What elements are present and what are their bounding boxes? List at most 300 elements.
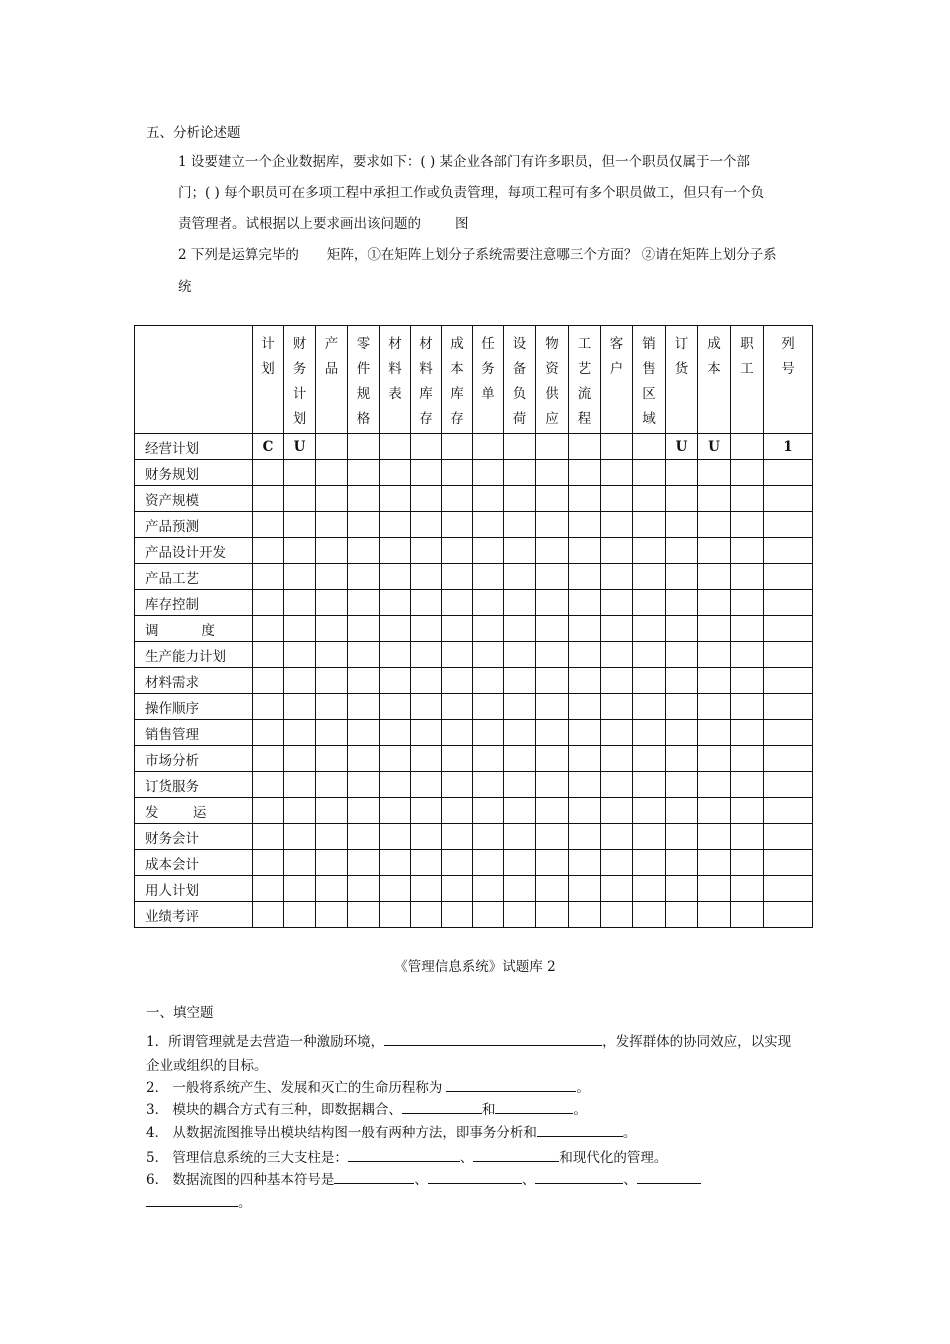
matrix-cell	[316, 798, 348, 824]
matrix-cell	[348, 876, 380, 902]
matrix-cell	[601, 824, 633, 850]
matrix-cell	[731, 798, 764, 824]
fill-question-1-line-1	[146, 1030, 791, 1050]
matrix-cell	[411, 876, 442, 902]
question-1-line-3-text: 责管理者。试根据以上要求画出该问题的	[178, 216, 421, 232]
fill-question-6-line-1	[146, 1168, 701, 1188]
matrix-cell	[633, 486, 666, 512]
matrix-cell	[666, 746, 698, 772]
matrix-cell	[442, 668, 473, 694]
matrix-column-label: 列号	[781, 336, 795, 377]
matrix-cell	[442, 512, 473, 538]
matrix-cell	[316, 850, 348, 876]
matrix-cell	[316, 876, 348, 902]
question-1-line-1: 1 设要建立一个企业数据库，要求如下：( ) 某企业各部门有许多职员，但一个职员仅属于一个部	[178, 154, 750, 170]
matrix-cell	[380, 460, 411, 486]
matrix-column-label: 设备负荷	[512, 336, 527, 427]
matrix-cell	[442, 746, 473, 772]
matrix-row-label: 资产规模	[135, 486, 253, 512]
matrix-cell	[253, 798, 284, 824]
matrix-cell	[764, 460, 813, 486]
matrix-cell	[348, 538, 380, 564]
matrix-cell	[633, 694, 666, 720]
matrix-cell	[473, 720, 504, 746]
matrix-cell	[731, 876, 764, 902]
matrix-cell	[316, 616, 348, 642]
matrix-cell	[411, 512, 442, 538]
matrix-cell	[764, 798, 813, 824]
matrix-row	[135, 512, 813, 538]
matrix-column-label: 物资供应	[545, 336, 559, 427]
matrix-cell	[569, 460, 601, 486]
matrix-cell	[411, 772, 442, 798]
matrix-column-header	[284, 326, 316, 434]
matrix-cell	[411, 460, 442, 486]
matrix-cell	[666, 642, 698, 668]
matrix-cell	[764, 486, 813, 512]
matrix-cell	[442, 850, 473, 876]
matrix-cell	[473, 538, 504, 564]
matrix-cell	[284, 460, 316, 486]
matrix-cell	[411, 486, 442, 512]
matrix-cell	[666, 850, 698, 876]
matrix-row	[135, 486, 813, 512]
matrix-cell	[536, 746, 569, 772]
matrix-cell	[316, 486, 348, 512]
matrix-cell	[411, 642, 442, 668]
matrix-cell	[380, 486, 411, 512]
matrix-cell	[284, 824, 316, 850]
fill-q3-blank-1[interactable]	[402, 1099, 482, 1114]
fill-q2-blank[interactable]	[446, 1077, 576, 1092]
matrix-cell	[380, 538, 411, 564]
matrix-cell	[764, 876, 813, 902]
matrix-cell	[536, 486, 569, 512]
matrix-cell	[601, 668, 633, 694]
matrix-cell	[348, 460, 380, 486]
matrix-cell	[380, 694, 411, 720]
fill-question-5	[146, 1146, 667, 1166]
question-2-line-1-a: 2 下列是运算完毕的	[178, 247, 299, 263]
matrix-cell	[536, 616, 569, 642]
matrix-cell	[601, 798, 633, 824]
matrix-cell	[536, 694, 569, 720]
matrix-cell	[569, 642, 601, 668]
matrix-row-label: 产品预测	[135, 512, 253, 538]
matrix-cell	[253, 694, 284, 720]
matrix-cell	[764, 772, 813, 798]
matrix-cell	[253, 616, 284, 642]
matrix-cell	[442, 798, 473, 824]
fill-q5-blank-1[interactable]	[348, 1147, 460, 1162]
matrix-cell	[411, 668, 442, 694]
fill-q3-blank-2[interactable]	[495, 1099, 573, 1114]
fill-q1-text-a: 1．所谓管理就是去营造一种激励环境，	[146, 1034, 385, 1050]
matrix-cell	[504, 876, 536, 902]
matrix-cell	[601, 876, 633, 902]
matrix-row	[135, 642, 813, 668]
matrix-row	[135, 824, 813, 850]
matrix-cell	[253, 512, 284, 538]
matrix-row-label: 销售管理	[135, 720, 253, 746]
matrix-cell	[698, 642, 731, 668]
matrix-column-header	[316, 326, 348, 434]
matrix-cell	[348, 616, 380, 642]
matrix-cell	[666, 512, 698, 538]
matrix-cell	[284, 512, 316, 538]
question-2-line-1	[178, 243, 777, 263]
matrix-cell	[316, 434, 348, 460]
matrix-cell	[380, 798, 411, 824]
matrix-cell	[473, 434, 504, 460]
matrix-column-label: 职工	[740, 336, 754, 377]
matrix-cell	[569, 512, 601, 538]
matrix-row	[135, 616, 813, 642]
matrix-column-label: 产品	[324, 336, 339, 377]
matrix-cell	[633, 850, 666, 876]
matrix-cell	[731, 772, 764, 798]
matrix-row	[135, 538, 813, 564]
matrix-cell	[601, 590, 633, 616]
matrix-cell	[284, 902, 316, 928]
question-1-line-3-end: 图	[455, 216, 469, 232]
matrix-cell	[411, 824, 442, 850]
matrix-cell	[764, 668, 813, 694]
matrix-column-label: 任务单	[481, 336, 495, 402]
matrix-cell	[731, 434, 764, 460]
matrix-cell	[764, 720, 813, 746]
fill-q6-blank-4-cont[interactable]	[146, 1192, 238, 1207]
matrix-cell: U	[284, 434, 316, 460]
matrix-column-header	[601, 326, 633, 434]
matrix-column-label: 材料库存	[419, 336, 433, 427]
section-heading-analysis: 五、分析论述题	[146, 125, 241, 141]
fill-q1-blank[interactable]	[384, 1031, 602, 1046]
matrix-cell	[284, 564, 316, 590]
matrix-cell: C	[253, 434, 284, 460]
matrix-cell	[284, 642, 316, 668]
matrix-cell	[633, 720, 666, 746]
matrix-cell	[764, 746, 813, 772]
matrix-cell	[731, 616, 764, 642]
matrix-cell	[666, 720, 698, 746]
matrix-cell	[473, 798, 504, 824]
matrix-header-row	[135, 326, 813, 434]
matrix-column-label: 工艺流程	[577, 336, 592, 427]
matrix-cell	[284, 772, 316, 798]
fill-q4-text-b: 。	[622, 1125, 637, 1141]
matrix-cell	[536, 720, 569, 746]
matrix-row	[135, 746, 813, 772]
fill-q6-text-a: 6． 数据流图的四种基本符号是	[146, 1172, 335, 1188]
matrix-cell	[284, 616, 316, 642]
matrix-column-header	[442, 326, 473, 434]
matrix-cell	[253, 486, 284, 512]
fill-q3-text-c: 。	[573, 1102, 587, 1118]
matrix-column-label: 订货	[674, 336, 689, 377]
matrix-cell	[569, 668, 601, 694]
matrix-cell	[348, 772, 380, 798]
matrix-cell	[380, 434, 411, 460]
matrix-row	[135, 902, 813, 928]
matrix-cell	[411, 564, 442, 590]
matrix-cell	[666, 486, 698, 512]
matrix-cell	[698, 460, 731, 486]
matrix-cell	[633, 460, 666, 486]
matrix-cell	[764, 824, 813, 850]
matrix-column-header	[666, 326, 698, 434]
matrix-cell	[473, 850, 504, 876]
matrix-row	[135, 772, 813, 798]
matrix-column-header	[764, 326, 813, 434]
matrix-cell	[569, 850, 601, 876]
matrix-cell	[666, 538, 698, 564]
matrix-cell	[442, 538, 473, 564]
matrix-cell	[348, 434, 380, 460]
matrix-cell	[442, 590, 473, 616]
matrix-cell	[601, 486, 633, 512]
fill-q6-text-end: 。	[238, 1195, 252, 1211]
matrix-cell	[348, 668, 380, 694]
matrix-cell	[569, 798, 601, 824]
matrix-cell	[442, 720, 473, 746]
matrix-cell	[536, 668, 569, 694]
matrix-cell	[442, 434, 473, 460]
matrix-column-header	[380, 326, 411, 434]
question-2-line-1-b: 矩阵，①在矩阵上划分子系统需要注意哪三个方面？ ②请在矩阵上划分子系	[326, 247, 777, 263]
fill-q2-text-b: 。	[576, 1080, 590, 1096]
matrix-cell	[569, 538, 601, 564]
matrix-cell	[316, 772, 348, 798]
matrix-cell	[601, 434, 633, 460]
fill-q5-blank-2[interactable]	[473, 1147, 559, 1162]
matrix-cell	[536, 902, 569, 928]
matrix-cell	[284, 798, 316, 824]
matrix-cell	[380, 642, 411, 668]
matrix-row-label: 产品设计开发	[135, 538, 253, 564]
matrix-cell	[442, 460, 473, 486]
matrix-cell	[253, 668, 284, 694]
matrix-cell	[504, 434, 536, 460]
matrix-cell	[633, 434, 666, 460]
matrix-cell	[731, 668, 764, 694]
matrix-cell	[284, 850, 316, 876]
fill-q3-text-a: 3． 模块的耦合方式有三种，即数据耦合、	[146, 1102, 402, 1118]
matrix-cell	[601, 460, 633, 486]
question-1-line-3	[178, 212, 469, 232]
matrix-cell	[473, 694, 504, 720]
matrix-cell	[698, 486, 731, 512]
matrix-cell	[666, 460, 698, 486]
matrix-cell	[411, 746, 442, 772]
matrix-cell	[569, 902, 601, 928]
matrix-cell	[473, 616, 504, 642]
fill-q6-blank-2[interactable]	[428, 1169, 522, 1184]
matrix-row	[135, 460, 813, 486]
matrix-cell	[569, 876, 601, 902]
matrix-cell	[473, 512, 504, 538]
matrix-cell	[633, 824, 666, 850]
matrix-cell	[633, 772, 666, 798]
matrix-cell	[536, 460, 569, 486]
matrix-cell	[442, 876, 473, 902]
matrix-cell	[601, 850, 633, 876]
fill-q5-text-a: 5． 管理信息系统的三大支柱是：	[146, 1150, 348, 1166]
matrix-cell	[764, 564, 813, 590]
matrix-cell	[536, 876, 569, 902]
fill-question-1-line-2: 企业或组织的目标。	[146, 1058, 268, 1074]
fill-question-3	[146, 1098, 587, 1118]
matrix-cell	[253, 720, 284, 746]
matrix-cell	[253, 824, 284, 850]
fill-q4-text-a: 4． 从数据流图推导出模块结构图一般有两种方法，即事务分析和	[146, 1125, 537, 1141]
matrix-row-label: 财务规划	[135, 460, 253, 486]
matrix-cell	[698, 902, 731, 928]
fill-question-4	[146, 1121, 636, 1141]
matrix-cell	[380, 772, 411, 798]
matrix-cell	[633, 668, 666, 694]
matrix-cell	[764, 642, 813, 668]
fill-q6-blank-3[interactable]	[535, 1169, 623, 1184]
matrix-cell	[411, 850, 442, 876]
matrix-cell	[380, 668, 411, 694]
matrix-cell	[601, 720, 633, 746]
matrix-cell	[569, 694, 601, 720]
matrix-cell	[601, 694, 633, 720]
matrix-cell	[504, 512, 536, 538]
matrix-cell	[473, 486, 504, 512]
matrix-cell	[666, 772, 698, 798]
matrix-cell	[601, 772, 633, 798]
matrix-column-label: 零件规格	[356, 336, 371, 427]
matrix-cell	[731, 538, 764, 564]
matrix-cell	[666, 694, 698, 720]
matrix-column-label: 成本	[707, 336, 721, 377]
matrix-cell	[442, 772, 473, 798]
matrix-cell	[442, 564, 473, 590]
matrix-cell	[380, 902, 411, 928]
matrix-row-label: 材料需求	[135, 668, 253, 694]
matrix-cell	[473, 590, 504, 616]
matrix-cell	[284, 590, 316, 616]
matrix-body	[135, 434, 813, 928]
matrix-cell	[698, 824, 731, 850]
matrix-cell	[731, 720, 764, 746]
matrix-cell	[316, 460, 348, 486]
matrix-cell	[411, 902, 442, 928]
matrix-column-label: 材料表	[388, 336, 402, 402]
matrix-cell	[442, 694, 473, 720]
matrix-cell	[504, 642, 536, 668]
fill-question-6-line-2	[146, 1191, 252, 1211]
matrix-row-label: 市场分析	[135, 746, 253, 772]
matrix-row-label: 财务会计	[135, 824, 253, 850]
matrix-cell	[698, 512, 731, 538]
matrix-cell	[764, 616, 813, 642]
matrix-cell	[442, 902, 473, 928]
matrix-cell	[348, 694, 380, 720]
matrix-cell	[348, 850, 380, 876]
matrix-row	[135, 434, 813, 460]
matrix-cell	[473, 876, 504, 902]
matrix-cell	[380, 616, 411, 642]
matrix-cell	[666, 824, 698, 850]
matrix-row	[135, 720, 813, 746]
matrix-cell	[601, 538, 633, 564]
fill-q6-sep-2: 、	[521, 1172, 536, 1188]
matrix-corner-cell	[135, 326, 253, 434]
matrix-cell	[316, 642, 348, 668]
matrix-cell	[536, 642, 569, 668]
matrix-cell	[731, 850, 764, 876]
matrix-cell: U	[698, 434, 731, 460]
fill-q6-blank-4[interactable]	[637, 1169, 701, 1184]
fill-q4-blank[interactable]	[537, 1122, 623, 1137]
matrix-cell	[731, 902, 764, 928]
matrix-row-label: 库存控制	[135, 590, 253, 616]
matrix-cell	[666, 798, 698, 824]
matrix-cell	[504, 486, 536, 512]
matrix-cell	[253, 564, 284, 590]
matrix-cell	[504, 590, 536, 616]
matrix-cell	[504, 798, 536, 824]
matrix-column-header	[731, 326, 764, 434]
matrix-cell	[731, 590, 764, 616]
matrix-cell	[316, 668, 348, 694]
matrix-cell	[411, 616, 442, 642]
uc-matrix-table	[134, 325, 813, 928]
matrix-cell	[504, 694, 536, 720]
matrix-cell	[731, 512, 764, 538]
matrix-cell	[411, 694, 442, 720]
matrix-cell	[380, 850, 411, 876]
matrix-cell	[473, 824, 504, 850]
matrix-cell	[666, 590, 698, 616]
fill-q6-blank-1[interactable]	[334, 1169, 414, 1184]
fill-question-2	[146, 1076, 590, 1096]
matrix-cell	[666, 876, 698, 902]
matrix-cell	[698, 720, 731, 746]
matrix-cell	[380, 720, 411, 746]
fill-q1-text-b: ，发挥群体的协同效应，以实现	[602, 1034, 792, 1050]
matrix-cell	[633, 642, 666, 668]
matrix-cell	[504, 902, 536, 928]
matrix-row	[135, 798, 813, 824]
matrix-cell	[504, 616, 536, 642]
matrix-cell	[633, 590, 666, 616]
matrix-cell	[731, 564, 764, 590]
matrix-row	[135, 668, 813, 694]
matrix-cell	[731, 746, 764, 772]
matrix-cell	[764, 590, 813, 616]
matrix-cell	[316, 538, 348, 564]
matrix-cell	[633, 876, 666, 902]
fill-q6-sep-1: 、	[414, 1172, 428, 1188]
question-2-line-2: 统	[178, 279, 192, 295]
matrix-cell	[698, 694, 731, 720]
matrix-cell	[348, 824, 380, 850]
matrix-row	[135, 564, 813, 590]
matrix-cell	[731, 486, 764, 512]
matrix-cell	[698, 876, 731, 902]
matrix-cell	[284, 876, 316, 902]
matrix-cell	[504, 720, 536, 746]
matrix-cell	[284, 538, 316, 564]
matrix-cell	[253, 772, 284, 798]
matrix-row-label: 发 运	[135, 798, 253, 824]
matrix-cell	[504, 564, 536, 590]
matrix-cell	[569, 616, 601, 642]
